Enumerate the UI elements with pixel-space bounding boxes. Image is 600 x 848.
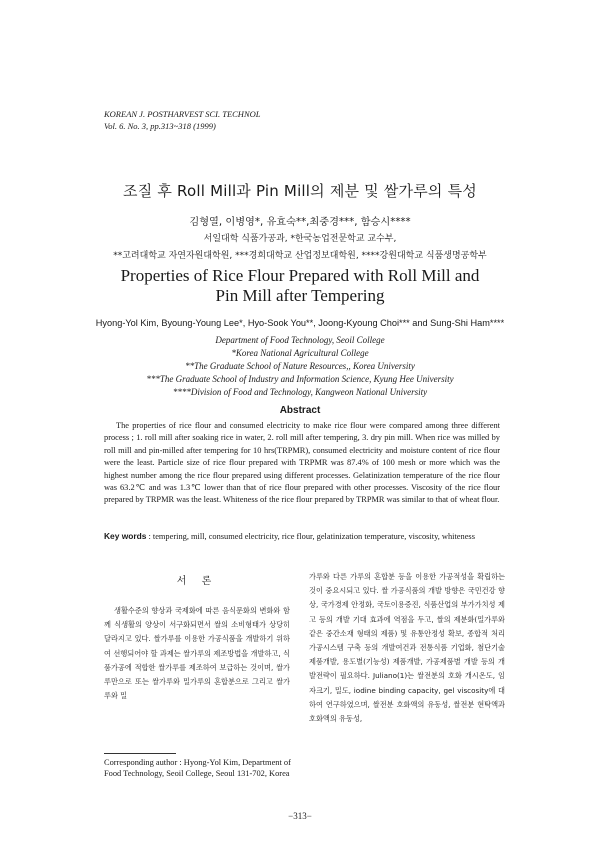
english-title	[0, 266, 600, 306]
introduction-text-right: 가루와 다른 가루의 혼합분 등을 이용한 가공적성을 확립하는 것이 중요시되고 있다. 쌀 가공식품의 개발 방향은 국민건강 향상, 국가경제 안정화, 국토이용증진, 식품산업의 부가가치성 제고 등의 개발 기대 효과에 역점을 두고, 쌀의 제분화(밀가루와 같은 중간소재 형태의 제품) 및 유통안정성 확보, 종합적 처리 가공시스템 구축 등의 개발여건과 전통식품 기업화, 첨단기술 제품개발, 용도별(기능성) 제품개발, 가공제품별 개발 등의 개발전략이 필요하다. Juliano(1)는 쌀전분의 호화 개시온도, 임자크기, 밀도, iodine binding capacity, gel viscosity에 대하여 연구하였으며, 쌀전분 호화액의 유동성, 쌀전분 현탁액과 호화액의 유동성,	[309, 572, 505, 724]
english-affiliation-2: *Korea National Agricultural College	[231, 348, 369, 358]
korean-affiliation-2: **고려대학교 자연자원대학원, ***경희대학교 산업정보대학원, ****강원대학교 식품생명공학부	[113, 251, 487, 261]
english-title-line-2: Pin Mill after Tempering	[215, 286, 385, 305]
journal-header	[104, 108, 464, 132]
footnote-divider	[104, 753, 176, 754]
english-affiliation-5: ****Division of Food and Technology, Kangweon National University	[172, 387, 428, 397]
keywords-text: : tempering, mill, consumed electricity, rice flour, gelatinization temperature, viscosity, whiteness	[148, 532, 475, 541]
english-title-line-1: Properties of Rice Flour Prepared with Roll Mill and	[120, 266, 480, 285]
right-column	[309, 562, 505, 726]
english-authors: Hyong-Yol Kim, Byoung-Young Lee*, Hyo-Sook You**, Joong-Kyoung Choi*** and Sung-Shi Ham****	[95, 318, 505, 328]
keywords-label: Key words	[104, 531, 147, 541]
corresponding-author-footnote: Corresponding author : Hyong-Yol Kim, Department of Food Technology, Seoil College, Seoul 131-702, Korea	[104, 758, 291, 778]
left-column	[104, 562, 290, 703]
abstract-heading: Abstract	[279, 405, 321, 416]
keywords	[104, 530, 504, 543]
journal-citation: Vol. 6. No. 3, pp.313~318 (1999)	[104, 121, 216, 131]
introduction-text-left: 생활수준의 향상과 국제화에 따른 음식문화의 변화와 함께 식생활의 양상이 서구화되면서 쌀의 소비형태가 상당히 달라지고 있다. 쌀가루를 이용한 가공식품을 개발하기 위하여 선행되어야 할 과제는 쌀가루의 제조방법을 개발하고, 식품가공에 적합한 쌀가루를 제조하여 보급하는 것이며, 쌀가루만으로 또는 쌀가루와 밀가루의 혼합분으로 그리고 쌀가루와 밀	[104, 606, 290, 701]
abstract-text: The properties of rice flour and consumed electricity to make rice flour were compared among three different process ; 1. roll mill after soaking rice in water, 2. roll mill after tempering, 3. dry pin mill. When rice was milled by roll mill and pin-milled after tempering for 10 hrs(TRPMR), consumed electricity and moisture content of rice flour were the least. Particle size of rice flour prepared with TRPMR was 87.4% of 100 mesh or more which was the highest number among the rice flour prepared using different processes. Gelatinization temperature of the rice flour was 63.2℃ and was 1.3℃ lower than that of rice flour prepared with other processes. Viscosity of the rice flour prepared by TRPMR was the least. Whiteness of the rice flour prepared by TRPMR was similar to that of wheat flour.	[104, 421, 500, 505]
english-affiliation-1: Department of Food Technology, Seoil College	[215, 335, 385, 345]
english-affiliation-4: ***The Graduate School of Industry and Information Science, Kyung Hee University	[146, 374, 454, 384]
korean-authors: 김형열, 이병영*, 유효숙**,최중경***, 함승시****	[189, 217, 411, 228]
page-number: −313−	[288, 811, 312, 821]
english-affiliation-3: **The Graduate School of Nature Resources,, Korea University	[185, 361, 415, 371]
introduction-heading: 서 론	[176, 576, 218, 587]
korean-affiliation-1: 서일대학 식품가공과, *한국농업전문학교 교수부,	[203, 234, 397, 244]
korean-title: 조질 후 Roll Mill과 Pin Mill의 제분 및 쌀가루의 특성	[123, 182, 477, 200]
journal-name: KOREAN J. POSTHARVEST SCI. TECHNOL	[104, 109, 261, 119]
